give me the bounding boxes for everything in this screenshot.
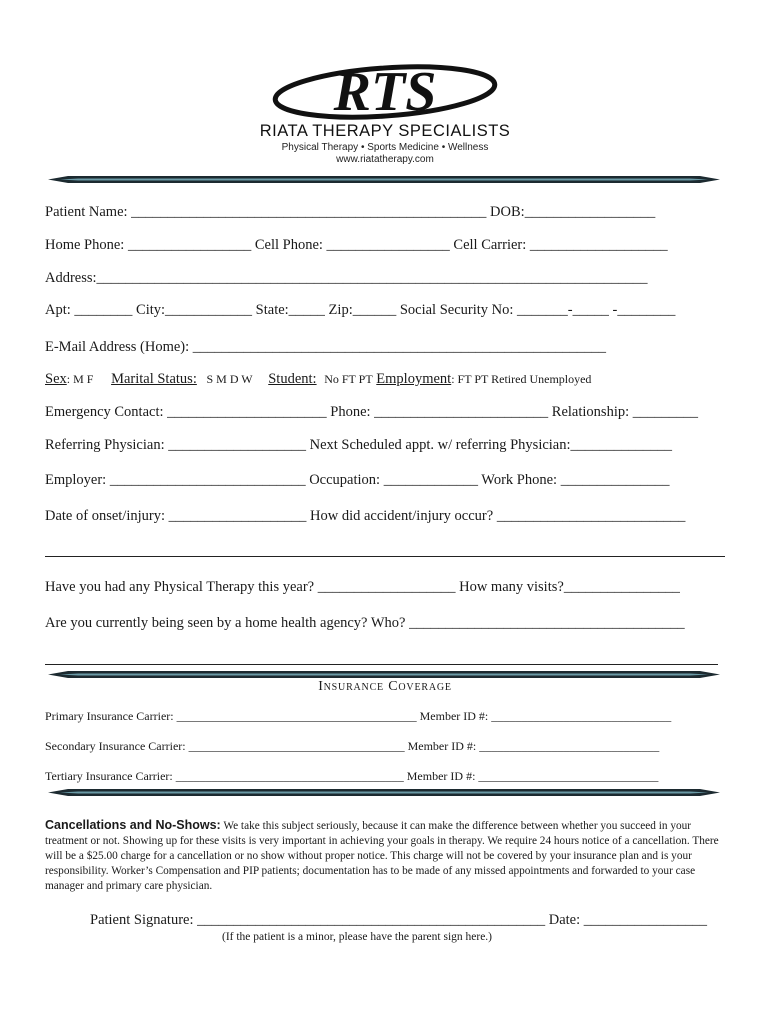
emergency-contact-fields[interactable]: Emergency Contact: ______________________ Phone: ________________________ Relationship: _________ bbox=[45, 404, 698, 420]
phone-fields[interactable]: Home Phone: _________________ Cell Phone: _________________ Cell Carrier: ___________________ bbox=[45, 237, 668, 253]
cancellation-policy-heading: Cancellations and No-Shows: bbox=[45, 818, 221, 832]
section-divider bbox=[48, 671, 720, 678]
apt-city-state-zip-ssn-fields[interactable]: Apt: ________ City:____________ State:_____ Zip:______ Social Security No: _______-_____ -________ bbox=[45, 302, 676, 318]
patient-name-field[interactable]: Patient Name: _________________________________________________ DOB:__________________ bbox=[45, 204, 656, 220]
physical-therapy-history-fields[interactable]: Have you had any Physical Therapy this year? ___________________ How many visits?________________ bbox=[45, 579, 680, 595]
section-divider bbox=[48, 176, 720, 183]
sex-options[interactable]: : M F bbox=[66, 372, 94, 386]
referring-physician-fields[interactable]: Referring Physician: ___________________ Next Scheduled appt. w/ referring Physician:______________ bbox=[45, 437, 673, 453]
svg-text:RTS: RTS bbox=[333, 61, 437, 123]
student-options[interactable]: No FT PT bbox=[324, 372, 373, 386]
rts-logo-icon bbox=[212, 58, 558, 130]
company-tagline: Physical Therapy • Sports Medicine • Wellness bbox=[281, 142, 489, 153]
cancellation-policy bbox=[45, 818, 725, 894]
tertiary-insurance-fields[interactable]: Tertiary Insurance Carrier: ______________________________________ Member ID #: ______________________________ bbox=[45, 769, 659, 783]
marital-status-label: Marital Status: bbox=[111, 371, 197, 387]
email-field[interactable]: E-Mail Address (Home): _________________________________________________________ bbox=[45, 339, 607, 355]
minor-signature-note: (If the patient is a minor, please have the parent sign here.) bbox=[222, 931, 493, 943]
employer-fields[interactable]: Employer: ___________________________ Occupation: _____________ Work Phone: _______________ bbox=[45, 472, 670, 488]
company-name: RIATA THERAPY SPECIALISTS bbox=[259, 122, 511, 140]
cancellation-policy-text: We take this subject seriously, because it can make the difference between whether you succeed in your treatment or not. Showing up for these visits is very important in achieving your goals in therapy. We require 24 hours notice of a cancellation. There will be a $25.00 charge for a cancellation or no show without proper notice. This charge will not be covered by your insurance plan and is your responsibility. Worker’s Compensation and PIP patients; documentation has to be made of any missed appointments and forwarded to your case manager and primary care physician. bbox=[45, 820, 719, 892]
employment-options[interactable]: : FT PT Retired Unemployed bbox=[451, 372, 592, 386]
address-field[interactable]: Address:____________________________________________________________________________ bbox=[45, 270, 648, 286]
section-divider bbox=[48, 789, 720, 796]
demographics-row bbox=[45, 371, 591, 388]
secondary-insurance-fields[interactable]: Secondary Insurance Carrier: ____________________________________ Member ID #: ______________________________ bbox=[45, 739, 660, 753]
student-label: Student: bbox=[268, 371, 317, 387]
primary-insurance-fields[interactable]: Primary Insurance Carrier: ________________________________________ Member ID #: ______________________________ bbox=[45, 709, 672, 723]
onset-injury-fields[interactable]: Date of onset/injury: ___________________ How did accident/injury occur? __________________________ bbox=[45, 508, 686, 524]
employment-label: Employment bbox=[376, 371, 452, 387]
insurance-coverage-heading: Insurance Coverage bbox=[318, 679, 452, 694]
marital-status-options[interactable]: S M D W bbox=[206, 372, 253, 386]
blank-answer-line[interactable] bbox=[45, 664, 718, 665]
blank-answer-line[interactable] bbox=[45, 556, 725, 557]
patient-signature-field[interactable]: Patient Signature: ________________________________________________ Date: _________________ bbox=[90, 912, 708, 928]
home-health-agency-field[interactable]: Are you currently being seen by a home health agency? Who? ______________________________________ bbox=[45, 615, 685, 631]
sex-label: Sex bbox=[45, 371, 67, 387]
company-logo bbox=[212, 58, 558, 166]
company-website: www.riatatherapy.com bbox=[336, 154, 434, 165]
